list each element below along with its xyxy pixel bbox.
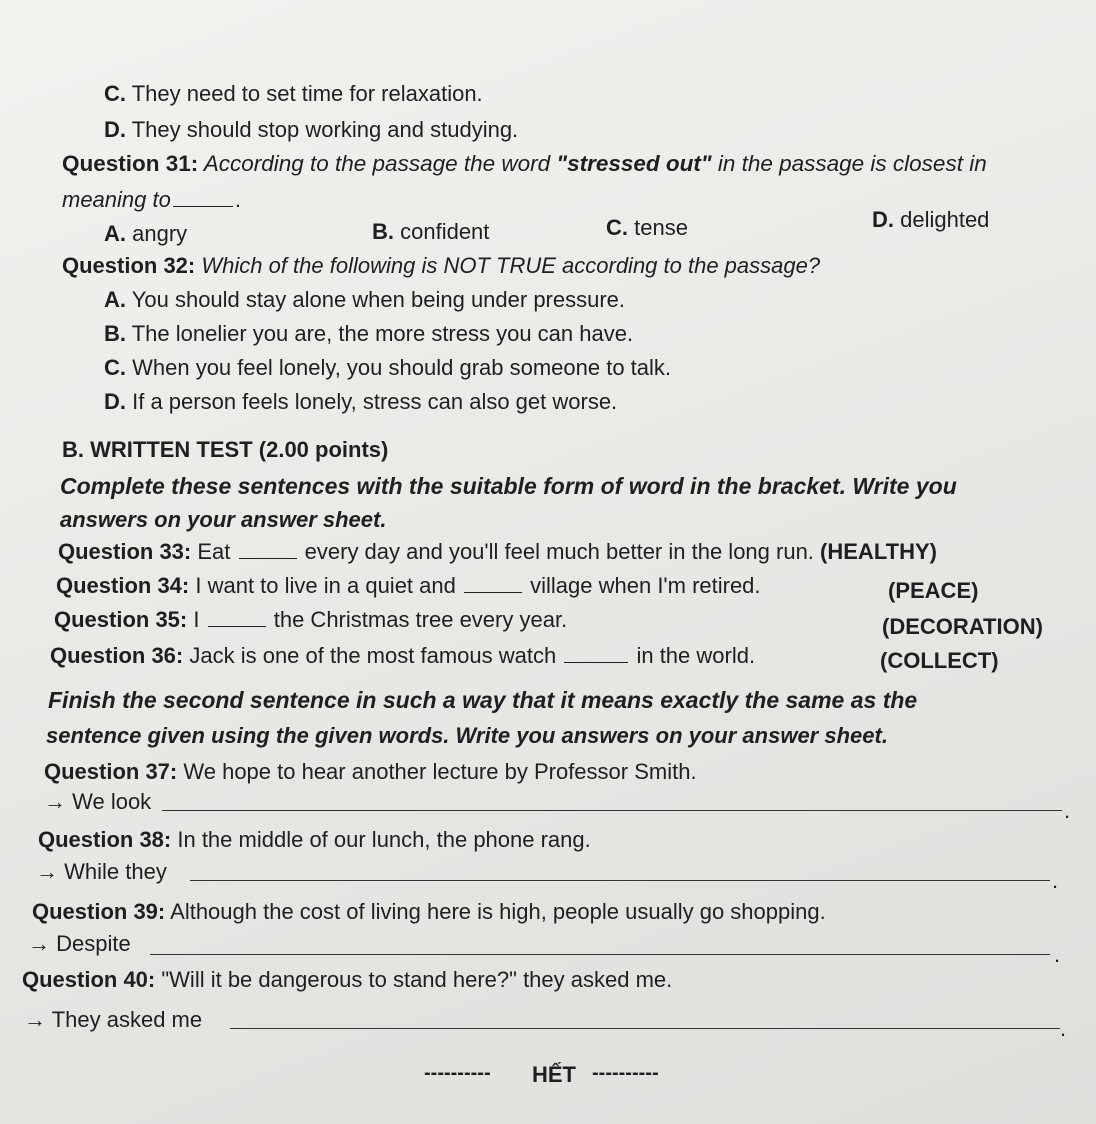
option-letter: C. [104,355,126,380]
answer-line [150,954,1050,955]
question-text-cont: the Christmas tree every year. [273,607,568,632]
question-label: Question 34: [56,573,190,598]
period: . [1054,942,1061,967]
question-text: Jack is one of the most famous watch [183,643,557,668]
answer-line [230,1028,1060,1029]
question-keyword: "stressed out" [556,151,712,176]
q40-rewrite [24,1006,202,1034]
question-text: In the middle of our lunch, the phone rang. [171,827,591,852]
q30-option-d [104,116,518,144]
q39 [32,898,826,926]
option-text: When you feel lonely, you should grab someone to talk. [126,355,672,380]
arrow-right-icon: → [24,1007,46,1032]
arrow-right-icon: → [44,789,66,814]
q30-option-c [104,80,483,108]
answer-blank [464,574,522,593]
q32-option-d [104,388,617,416]
option-text: delighted [894,207,990,232]
q33 [58,538,937,566]
word-keyword: (HEALTHY) [820,539,937,564]
answer-line [190,880,1050,881]
option-letter: C. [606,215,628,240]
q37 [44,758,697,786]
period: . [1052,868,1059,893]
question-label: Question 40: [22,967,156,992]
answer-blank [173,188,233,207]
period: . [1060,1016,1067,1041]
q32-stem [62,252,820,280]
period: . [234,187,241,212]
rewrite-instruction-line1: Finish the second sentence in such a way that it means exactly the same as the [48,687,918,713]
q31-option-b [372,218,489,246]
question-label: Question 39: [32,899,166,924]
q40 [22,966,672,994]
answer-blank [239,540,297,559]
answer-blank [208,608,266,627]
rewrite-start: We look [66,789,152,814]
question-text: Which of the following is NOT TRUE according to the passage? [195,253,821,278]
question-text-cont: in the world. [636,643,756,668]
option-text: If a person feels lonely, stress can also get worse. [126,389,618,414]
question-text-line2: meaning to [62,187,171,212]
option-text: confident [394,219,490,244]
period: . [1064,798,1071,823]
q31-option-c [606,214,688,242]
section-b-instruction-line1: Complete these sentences with the suitable form of word in the bracket. Write you [60,473,957,499]
question-text: Eat [191,539,231,564]
q32-option-c [104,354,671,382]
footer-end-word: HẾT [532,1062,576,1087]
question-label: Question 33: [58,539,192,564]
footer-dashes-left: ---------- [424,1062,491,1084]
question-text-cont: every day and you'll feel much better in the long run. [304,539,814,564]
answer-blank [564,644,628,663]
answer-line [162,810,1062,811]
q35-keyword: (DECORATION) [882,614,1043,639]
question-text-cont: in the passage is closest in [711,151,987,176]
question-label: Question 31: [62,151,199,176]
q36 [50,642,755,670]
footer-dashes-right: ---------- [592,1062,659,1084]
option-text: The lonelier you are, the more stress you can have. [126,321,634,346]
q39-rewrite [28,930,131,958]
question-text: I want to live in a quiet and [189,573,456,598]
question-text-cont: village when I'm retired. [530,573,761,598]
question-text: "Will it be dangerous to stand here?" they asked me. [155,967,673,992]
question-label: Question 36: [50,643,184,668]
option-letter: C. [104,81,126,106]
q31-stem-line2 [62,186,241,214]
q37-rewrite [44,788,151,816]
option-text: angry [126,221,188,246]
section-b-heading: B. WRITTEN TEST (2.00 points) [62,437,389,462]
section-b-instruction-line2: answers on your answer sheet. [60,507,387,532]
q31-option-d [872,206,989,234]
q32-option-a [104,286,625,314]
q35 [54,606,567,634]
option-letter: A. [104,287,126,312]
rewrite-start: They asked me [46,1007,203,1032]
q34 [56,572,761,600]
question-label: Question 32: [62,253,196,278]
q31-option-a [104,220,187,248]
question-text: According to the passage the word [198,151,557,176]
option-text: You should stay alone when being under pressure. [126,287,626,312]
question-label: Question 37: [44,759,178,784]
q36-keyword: (COLLECT) [880,648,999,673]
option-text: tense [628,215,688,240]
question-label: Question 38: [38,827,172,852]
rewrite-instruction-line2: sentence given using the given words. Write you answers on your answer sheet. [46,723,888,748]
option-letter: B. [372,219,394,244]
question-text: I [187,607,200,632]
option-text: They need to set time for relaxation. [126,81,483,106]
option-letter: D. [104,389,126,414]
option-letter: B. [104,321,126,346]
question-text: We hope to hear another lecture by Professor Smith. [177,759,697,784]
q31-stem [62,150,987,178]
arrow-right-icon: → [28,931,50,956]
option-letter: D. [872,207,894,232]
rewrite-start: While they [58,859,167,884]
rewrite-start: Despite [50,931,131,956]
q38-rewrite [36,858,167,886]
arrow-right-icon: → [36,859,58,884]
option-text: They should stop working and studying. [126,117,519,142]
q32-option-b [104,320,633,348]
option-letter: A. [104,221,126,246]
option-letter: D. [104,117,126,142]
q38 [38,826,591,854]
question-text: Although the cost of living here is high, people usually go shopping. [165,899,826,924]
q34-keyword: (PEACE) [888,578,979,603]
question-label: Question 35: [54,607,188,632]
